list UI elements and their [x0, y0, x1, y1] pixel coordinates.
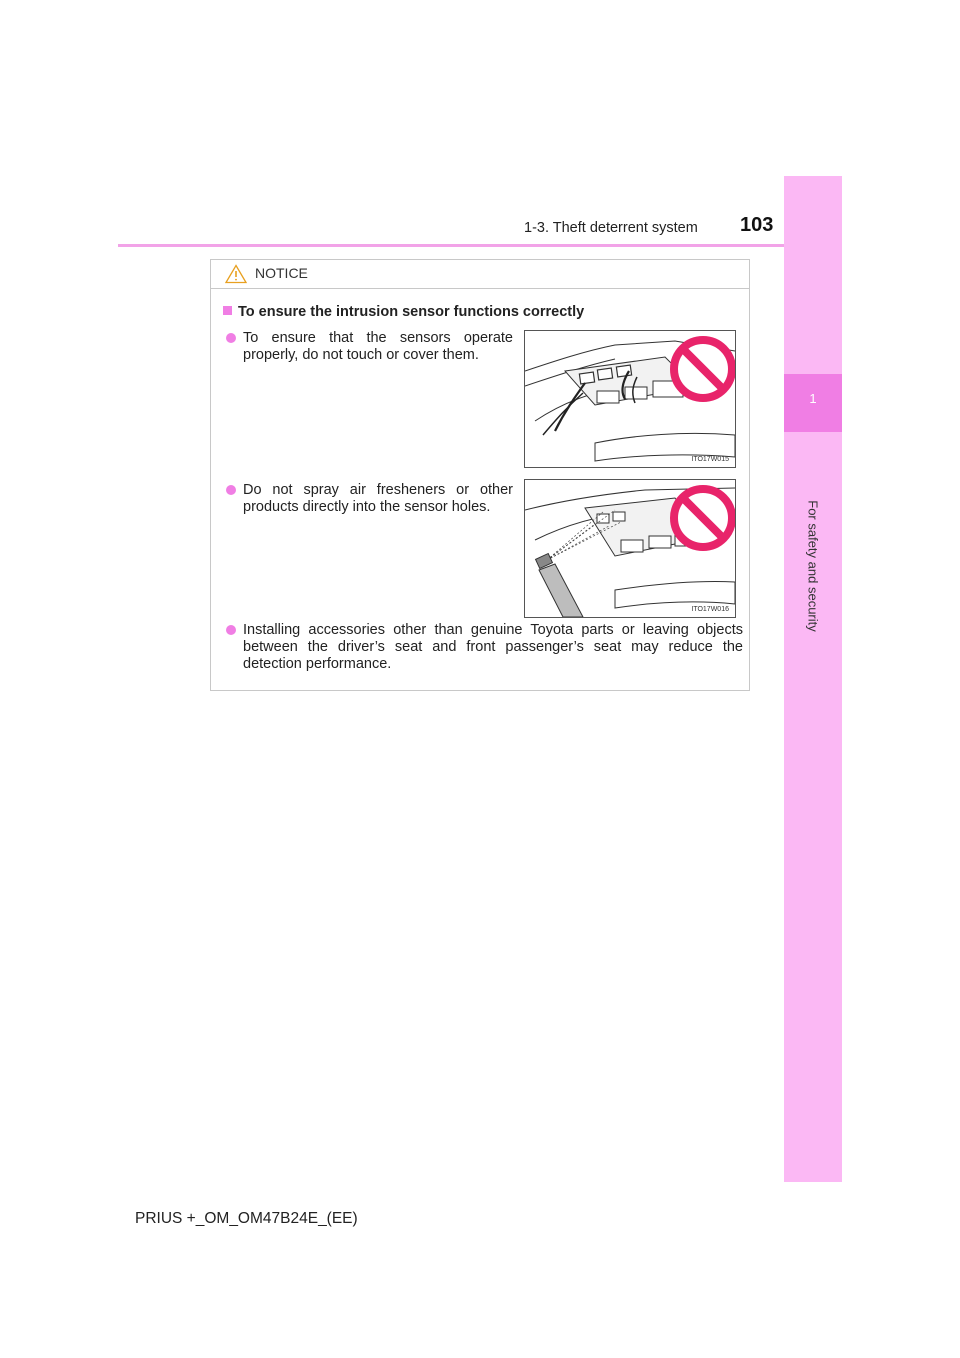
- section-title: 1-3. Theft deterrent system: [524, 220, 698, 236]
- figure-spray: [524, 479, 736, 618]
- notice-box: [210, 259, 750, 691]
- chapter-title: For safety and security: [805, 500, 821, 632]
- notice-header: [211, 260, 749, 289]
- chapter-side-tab: [784, 176, 842, 1182]
- warning-triangle-icon: [225, 264, 247, 284]
- bullet-item: [243, 330, 513, 364]
- bullet-dot-icon: [226, 485, 236, 495]
- notice-title: NOTICE: [255, 265, 308, 281]
- page-number: 103: [740, 214, 774, 236]
- pink-square-marker-icon: [223, 306, 232, 315]
- bullet-text: Installing accessories other than genuine Toyota parts or leaving objects between the driver’s seat and front passenger’s seat may reduce the detection performance.: [243, 622, 743, 672]
- section-heading: [223, 304, 584, 320]
- overhead-console-hand-illustration: [525, 331, 735, 467]
- document-id-footer: PRIUS +_OM_OM47B24E_(EE): [135, 1210, 358, 1227]
- bullet-dot-icon: [226, 333, 236, 343]
- bullet-dot-icon: [226, 625, 236, 635]
- figure-code: ITO17W015: [691, 456, 729, 463]
- chapter-number: 1: [784, 374, 842, 432]
- figure-code: ITO17W016: [691, 606, 729, 613]
- bullet-item: [243, 482, 513, 516]
- bullet-item: [243, 622, 743, 673]
- spray-can-console-illustration: [525, 480, 735, 617]
- page-header: [118, 216, 840, 247]
- bullet-text: Do not spray air fresheners or other products directly into the sensor holes.: [243, 482, 513, 515]
- section-heading-text: To ensure the intrusion sensor functions correctly: [238, 304, 585, 320]
- figure-sensor-touch: [524, 330, 736, 468]
- bullet-text: To ensure that the sensors operate properly, do not touch or cover them.: [243, 330, 513, 363]
